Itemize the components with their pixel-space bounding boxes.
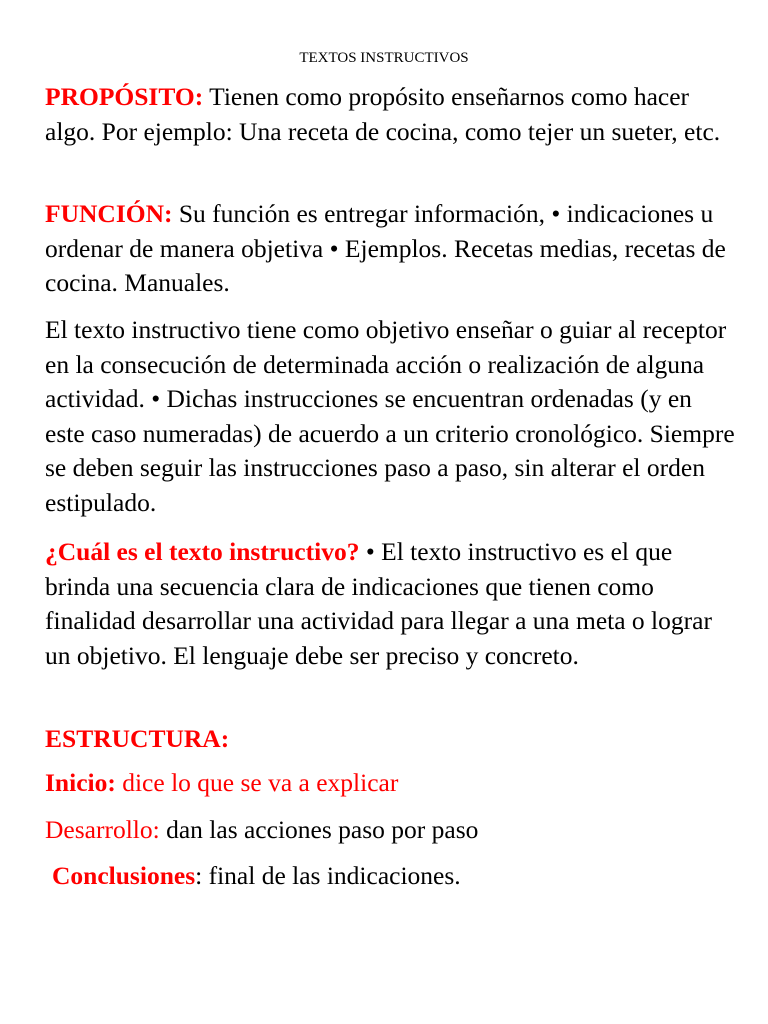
conclusiones-text: : final de las indicaciones. — [195, 861, 461, 890]
funcion-text: Su función es entregar información, • indicaciones u ordenar de manera objetiva • Ejemplos. Recetas medias, recetas de cocina. Manuales. — [45, 199, 726, 297]
proposito-text: Tienen como propósito enseñarnos como hacer algo. Por ejemplo: Una receta de cocina, como tejer un sueter, etc. — [45, 82, 721, 146]
cual-paragraph — [45, 535, 735, 673]
inicio-text: dice lo que se va a explicar — [115, 768, 399, 797]
desarrollo-line — [45, 813, 735, 848]
objetivo-paragraph: El texto instructivo tiene como objetivo enseñar o guiar al receptor en la consecución de determinada acción o realización de alguna actividad. • Dichas instrucciones se encuentran ordenadas (y en este caso numeradas) de acuerdo a un criterio cronológico. Siempre se deben seguir las instrucciones paso a paso, sin alterar el orden estipulado. — [45, 315, 735, 517]
funcion-paragraph — [45, 197, 735, 301]
cual-text: • El texto instructivo es el que brinda una secuencia clara de indicaciones que tienen como finalidad desarrollar una actividad para llegar a una meta o lograr un objetivo. El lenguaje debe ser preciso y concreto. — [45, 537, 712, 670]
estructura-heading: ESTRUCTURA: — [45, 724, 230, 753]
desarrollo-label: Desarrollo: — [45, 815, 160, 844]
cual-label: ¿Cuál es el texto instructivo? — [45, 537, 360, 566]
document-title: TEXTOS INSTRUCTIVOS — [299, 50, 469, 66]
proposito-paragraph — [45, 80, 735, 149]
desarrollo-text: dan las acciones paso por paso — [159, 815, 479, 844]
proposito-label: PROPÓSITO: — [45, 82, 204, 111]
conclusiones-label: Conclusiones — [52, 861, 196, 890]
inicio-line — [45, 766, 735, 801]
funcion-label: FUNCIÓN: — [45, 199, 173, 228]
conclusiones-line — [52, 859, 742, 894]
inicio-label: Inicio: — [45, 768, 116, 797]
